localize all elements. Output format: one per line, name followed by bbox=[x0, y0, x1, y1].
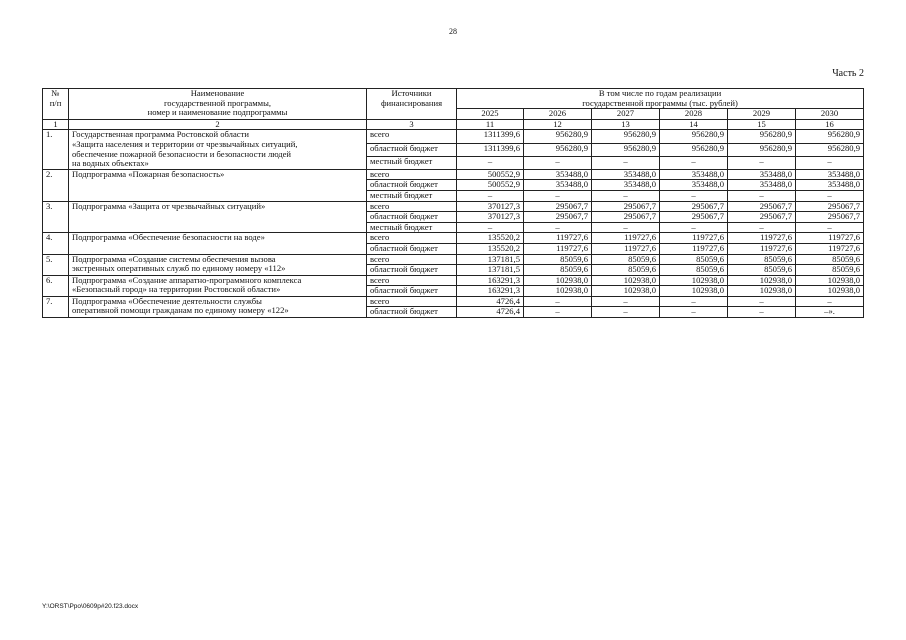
funding-value: – bbox=[660, 190, 728, 201]
program-name-line: Подпрограмма «Защита от чрезвычайных ситуаций» bbox=[72, 200, 266, 211]
funding-source: всего bbox=[367, 130, 457, 143]
budget-table bbox=[42, 88, 864, 318]
funding-value: 119727,6 bbox=[796, 233, 864, 244]
funding-value: – bbox=[660, 222, 728, 233]
column-number: 2 bbox=[69, 119, 367, 130]
funding-value: 956280,9 bbox=[796, 143, 864, 156]
funding-value: 1311399,6 bbox=[457, 143, 524, 156]
program-number: 5. bbox=[43, 254, 69, 275]
funding-value: – bbox=[524, 307, 592, 318]
table-row bbox=[43, 130, 864, 143]
program-name-line: оперативной помощи гражданам по единому номеру «122» bbox=[72, 305, 289, 316]
funding-value: 353488,0 bbox=[592, 180, 660, 191]
program-name bbox=[69, 233, 367, 254]
funding-value: 119727,6 bbox=[524, 233, 592, 244]
funding-value: – bbox=[796, 296, 864, 307]
table-row bbox=[43, 275, 864, 286]
funding-value: 956280,9 bbox=[660, 130, 728, 143]
funding-source: областной бюджет bbox=[367, 307, 457, 318]
program-name-line: «Безопасный город» на территории Ростовской области» bbox=[72, 284, 281, 295]
column-number: 13 bbox=[592, 119, 660, 130]
funding-value: – bbox=[524, 156, 592, 169]
funding-value: 85059,6 bbox=[660, 265, 728, 276]
funding-value: 353488,0 bbox=[728, 169, 796, 180]
funding-value: – bbox=[796, 190, 864, 201]
page-number: 28 bbox=[449, 27, 457, 36]
funding-value: 295067,7 bbox=[728, 201, 796, 212]
program-name bbox=[69, 169, 367, 201]
funding-value: 295067,7 bbox=[728, 212, 796, 223]
funding-value: 85059,6 bbox=[660, 254, 728, 265]
funding-source: всего bbox=[367, 201, 457, 212]
column-number-row bbox=[43, 119, 864, 130]
funding-value: 102938,0 bbox=[728, 286, 796, 297]
table-body bbox=[43, 130, 864, 318]
header-year: 2030 bbox=[796, 109, 864, 120]
funding-value: 85059,6 bbox=[592, 254, 660, 265]
funding-value: 1311399,6 bbox=[457, 130, 524, 143]
table-row bbox=[43, 169, 864, 180]
funding-source: областной бюджет bbox=[367, 286, 457, 297]
funding-value: 370127,3 bbox=[457, 212, 524, 223]
header-year: 2027 bbox=[592, 109, 660, 120]
table-row bbox=[43, 296, 864, 307]
funding-value: – bbox=[796, 156, 864, 169]
program-number: 6. bbox=[43, 275, 69, 296]
funding-value: 353488,0 bbox=[796, 180, 864, 191]
funding-value: 137181,5 bbox=[457, 254, 524, 265]
program-name-line: обеспечение пожарной безопасности и безопасности людей bbox=[72, 148, 292, 159]
funding-value: 956280,9 bbox=[660, 143, 728, 156]
funding-value: 85059,6 bbox=[728, 254, 796, 265]
funding-value: 353488,0 bbox=[660, 180, 728, 191]
column-number: 1 bbox=[43, 119, 69, 130]
funding-value: –». bbox=[796, 307, 864, 318]
funding-source: всего bbox=[367, 275, 457, 286]
program-name bbox=[69, 201, 367, 233]
funding-value: 102938,0 bbox=[728, 275, 796, 286]
header-name bbox=[69, 89, 367, 120]
funding-value: 119727,6 bbox=[524, 243, 592, 254]
funding-value: 85059,6 bbox=[728, 265, 796, 276]
funding-value: 163291,3 bbox=[457, 286, 524, 297]
program-name-line: Подпрограмма «Обеспечение безопасности на воде» bbox=[72, 232, 265, 243]
funding-value: – bbox=[728, 296, 796, 307]
funding-value: – bbox=[592, 190, 660, 201]
funding-value: – bbox=[592, 296, 660, 307]
funding-value: 956280,9 bbox=[592, 130, 660, 143]
header-name-line: государственной программы, bbox=[163, 97, 272, 108]
funding-source: областной бюджет bbox=[367, 143, 457, 156]
funding-value: – bbox=[660, 296, 728, 307]
table-row bbox=[43, 201, 864, 212]
funding-value: 119727,6 bbox=[660, 243, 728, 254]
funding-value: 102938,0 bbox=[796, 286, 864, 297]
funding-value: 956280,9 bbox=[524, 130, 592, 143]
funding-source: всего bbox=[367, 169, 457, 180]
funding-value: 295067,7 bbox=[592, 212, 660, 223]
funding-value: 85059,6 bbox=[796, 254, 864, 265]
program-name-line: на водных объектах» bbox=[72, 158, 149, 169]
funding-value: 500552,9 bbox=[457, 180, 524, 191]
funding-source: областной бюджет bbox=[367, 180, 457, 191]
header-name-line: Наименование bbox=[190, 88, 245, 98]
funding-value: – bbox=[524, 222, 592, 233]
funding-source: всего bbox=[367, 296, 457, 307]
funding-value: 119727,6 bbox=[728, 243, 796, 254]
funding-value: 102938,0 bbox=[524, 275, 592, 286]
header-years-group-2 bbox=[457, 99, 864, 109]
funding-value: 956280,9 bbox=[728, 130, 796, 143]
funding-value: – bbox=[457, 190, 524, 201]
program-number: 3. bbox=[43, 201, 69, 233]
header-year: 2026 bbox=[524, 109, 592, 120]
funding-value: 295067,7 bbox=[524, 212, 592, 223]
program-name bbox=[69, 296, 367, 317]
funding-value: 956280,9 bbox=[796, 130, 864, 143]
funding-value: 119727,6 bbox=[660, 233, 728, 244]
program-number: 1. bbox=[43, 130, 69, 169]
funding-value: 295067,7 bbox=[592, 201, 660, 212]
funding-value: – bbox=[592, 307, 660, 318]
funding-value: – bbox=[796, 222, 864, 233]
file-path: Y:\ORST\Ppo\0609p#20.f23.docx bbox=[42, 603, 139, 610]
column-number: 11 bbox=[457, 119, 524, 130]
funding-value: – bbox=[592, 222, 660, 233]
funding-value: 295067,7 bbox=[796, 212, 864, 223]
funding-source: областной бюджет bbox=[367, 243, 457, 254]
funding-value: 370127,3 bbox=[457, 201, 524, 212]
funding-value: – bbox=[660, 307, 728, 318]
table-row bbox=[43, 254, 864, 265]
funding-value: 956280,9 bbox=[592, 143, 660, 156]
program-name-line: экстренных оперативных служб по единому номеру «112» bbox=[72, 263, 286, 274]
header-num bbox=[43, 89, 69, 120]
funding-value: 137181,5 bbox=[457, 265, 524, 276]
funding-value: 500552,9 bbox=[457, 169, 524, 180]
funding-value: 295067,7 bbox=[660, 212, 728, 223]
funding-value: – bbox=[524, 190, 592, 201]
funding-value: – bbox=[524, 296, 592, 307]
funding-value: 353488,0 bbox=[524, 169, 592, 180]
header-num-line: № bbox=[51, 88, 60, 98]
funding-value: 353488,0 bbox=[796, 169, 864, 180]
column-number: 12 bbox=[524, 119, 592, 130]
program-name-line: Государственная программа Ростовской области bbox=[72, 129, 249, 140]
funding-source: областной бюджет bbox=[367, 265, 457, 276]
header-name-line: номер и наименование подпрограммы bbox=[147, 107, 288, 118]
column-number: 16 bbox=[796, 119, 864, 130]
table-row bbox=[43, 233, 864, 244]
funding-value: 135520,2 bbox=[457, 233, 524, 244]
funding-value: 85059,6 bbox=[524, 265, 592, 276]
funding-source: всего bbox=[367, 254, 457, 265]
column-number: 3 bbox=[367, 119, 457, 130]
program-number: 7. bbox=[43, 296, 69, 317]
header-year: 2025 bbox=[457, 109, 524, 120]
funding-source: всего bbox=[367, 233, 457, 244]
funding-value: 119727,6 bbox=[728, 233, 796, 244]
funding-value: 295067,7 bbox=[524, 201, 592, 212]
header-years-group-line: В том числе по годам реализации bbox=[598, 88, 722, 98]
funding-value: 102938,0 bbox=[660, 275, 728, 286]
funding-value: 85059,6 bbox=[524, 254, 592, 265]
column-number: 15 bbox=[728, 119, 796, 130]
funding-value: – bbox=[728, 307, 796, 318]
funding-value: 85059,6 bbox=[796, 265, 864, 276]
funding-value: 102938,0 bbox=[660, 286, 728, 297]
funding-value: 102938,0 bbox=[592, 286, 660, 297]
program-name bbox=[69, 254, 367, 275]
program-name-line: Подпрограмма «Создание системы обеспечения вызова bbox=[72, 253, 276, 264]
column-number: 14 bbox=[660, 119, 728, 130]
funding-value: 956280,9 bbox=[728, 143, 796, 156]
funding-value: 4726,4 bbox=[457, 307, 524, 318]
program-name-line: Подпрограмма «Пожарная безопасность» bbox=[72, 168, 225, 179]
header-year: 2028 bbox=[660, 109, 728, 120]
funding-value: 956280,9 bbox=[524, 143, 592, 156]
funding-value: 353488,0 bbox=[592, 169, 660, 180]
program-name-line: Подпрограмма «Создание аппаратно-программного комплекса bbox=[72, 274, 302, 285]
funding-source: местный бюджет bbox=[367, 190, 457, 201]
funding-value: 85059,6 bbox=[592, 265, 660, 276]
header-years-group-line: государственной программы (тыс. рублей) bbox=[582, 97, 738, 108]
header-source-line: Источники bbox=[391, 88, 432, 98]
funding-value: – bbox=[728, 190, 796, 201]
program-name bbox=[69, 130, 367, 169]
funding-value: 353488,0 bbox=[728, 180, 796, 191]
funding-value: 102938,0 bbox=[592, 275, 660, 286]
header-num-line: п/п bbox=[49, 97, 62, 108]
funding-value: 119727,6 bbox=[592, 243, 660, 254]
funding-value: – bbox=[728, 222, 796, 233]
funding-value: 119727,6 bbox=[796, 243, 864, 254]
funding-source: местный бюджет bbox=[367, 222, 457, 233]
funding-value: 135520,2 bbox=[457, 243, 524, 254]
funding-value: 4726,4 bbox=[457, 296, 524, 307]
funding-value: 353488,0 bbox=[524, 180, 592, 191]
program-number: 2. bbox=[43, 169, 69, 201]
program-name-line: «Защита населения и территории от чрезвычайных ситуаций, bbox=[72, 138, 298, 149]
part-label: Часть 2 bbox=[832, 68, 864, 79]
funding-source: областной бюджет bbox=[367, 212, 457, 223]
funding-value: 163291,3 bbox=[457, 275, 524, 286]
funding-value: 353488,0 bbox=[660, 169, 728, 180]
funding-value: – bbox=[457, 222, 524, 233]
funding-source: местный бюджет bbox=[367, 156, 457, 169]
header-source-line: финансирования bbox=[380, 97, 443, 108]
funding-value: 102938,0 bbox=[524, 286, 592, 297]
header-source bbox=[367, 89, 457, 120]
funding-value: – bbox=[592, 156, 660, 169]
funding-value: – bbox=[660, 156, 728, 169]
funding-value: – bbox=[728, 156, 796, 169]
funding-value: 119727,6 bbox=[592, 233, 660, 244]
header-year: 2029 bbox=[728, 109, 796, 120]
program-name bbox=[69, 275, 367, 296]
funding-value: 102938,0 bbox=[796, 275, 864, 286]
funding-value: 295067,7 bbox=[796, 201, 864, 212]
funding-value: 295067,7 bbox=[660, 201, 728, 212]
program-number: 4. bbox=[43, 233, 69, 254]
funding-value: – bbox=[457, 156, 524, 169]
header-row-top bbox=[43, 89, 864, 99]
program-name-line: Подпрограмма «Обеспечение деятельности службы bbox=[72, 295, 262, 306]
